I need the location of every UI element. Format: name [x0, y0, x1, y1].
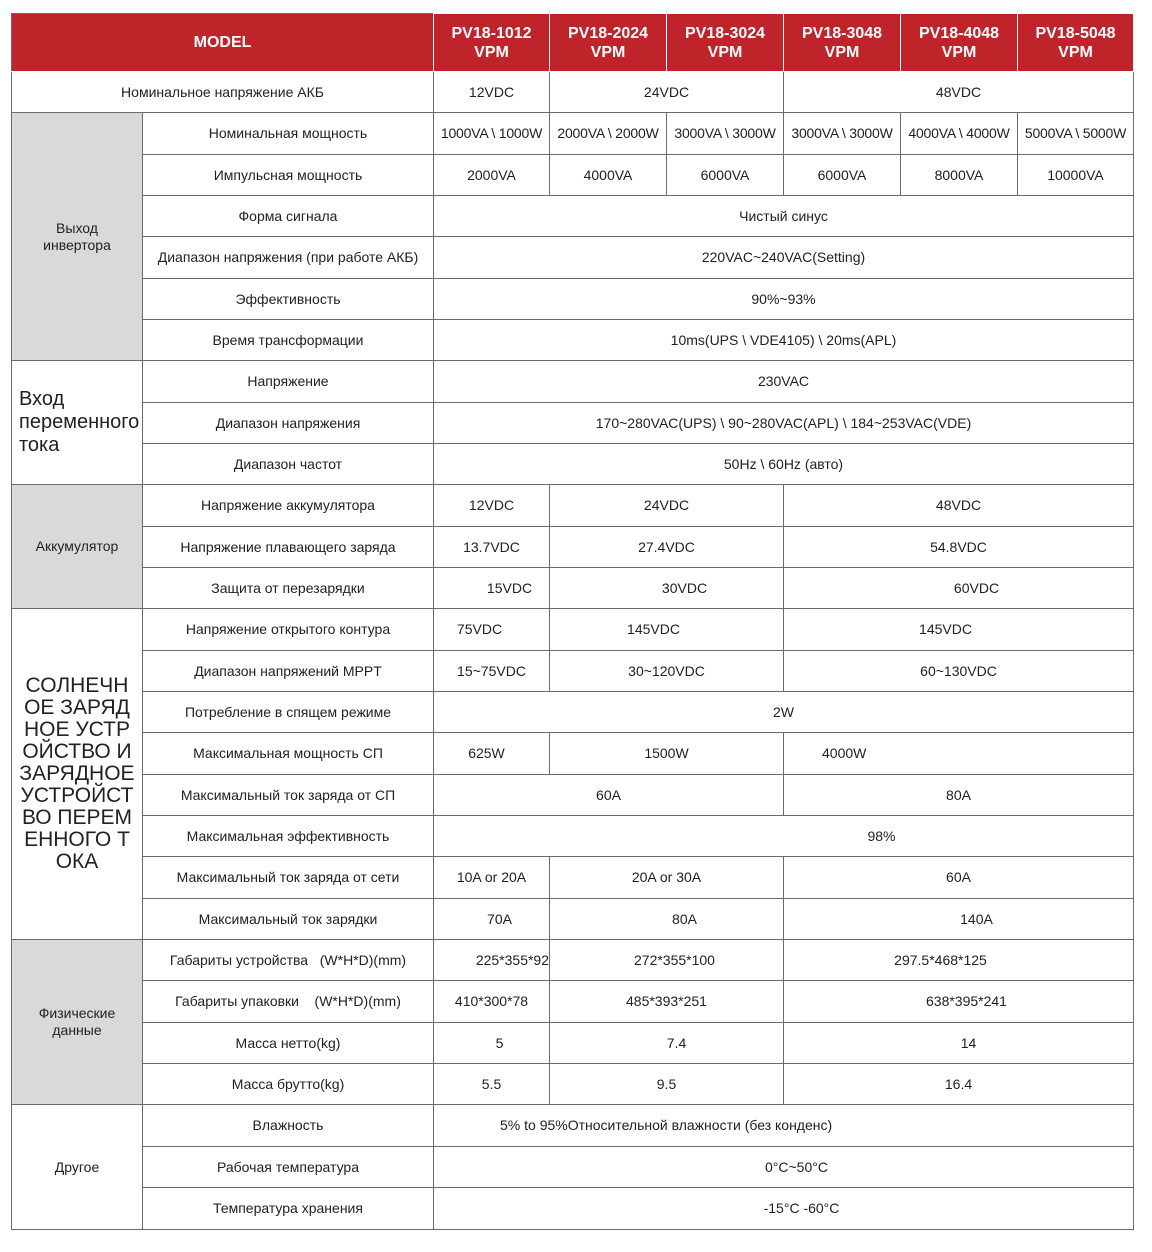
value-cell: 8000VA [901, 155, 1018, 196]
value-cell: 2000VA [434, 155, 550, 196]
value-cell: 1500W [550, 733, 784, 775]
value-cell: 0°C~50°C [434, 1147, 1134, 1188]
model-column-header: PV18-4048 VPM [901, 14, 1018, 72]
gross-weight-row [12, 1064, 1134, 1105]
output-voltage-range-row [12, 237, 1134, 279]
value-cell: 48VDC [784, 72, 1134, 113]
value-cell: 4000VA \ 4000W [901, 113, 1018, 155]
frequency-range-row [12, 444, 1134, 485]
model-column-header: PV18-3048 VPM [784, 14, 901, 72]
param-label: Максимальный ток заряда от СП [143, 775, 434, 816]
value-cell: 145VDC [550, 609, 784, 651]
value-cell: 9.5 [550, 1064, 784, 1105]
value-cell: 14 [784, 1023, 1134, 1064]
param-label: Габариты упаковки (W*H*D)(mm) [143, 981, 434, 1023]
ac-voltage-range-row [12, 403, 1134, 444]
value-cell: 98% [434, 816, 1134, 857]
value-cell: 2000VA \ 2000W [550, 113, 667, 155]
param-label: Форма сигнала [143, 196, 434, 237]
section-solar-charger: СОЛНЕЧНОЕ ЗАРЯДНОЕ УСТРОЙСТВО И ЗАРЯДНОЕ УСТРОЙСТВО ПЕРЕМЕННОГО ТОКА [12, 609, 143, 940]
section-battery: Аккумулятор [12, 485, 143, 609]
spec-table [11, 13, 1134, 1230]
value-cell: 48VDC [784, 485, 1134, 527]
net-weight-row [12, 1023, 1134, 1064]
open-circuit-voltage-row [12, 609, 1134, 651]
battery-voltage-row [12, 485, 1134, 527]
value-cell: 5.5 [434, 1064, 550, 1105]
param-label: Защита от перезарядки [143, 568, 434, 609]
mppt-range-row [12, 651, 1134, 692]
value-cell: 5000VA \ 5000W [1018, 113, 1134, 155]
param-label: Время трансформации [143, 320, 434, 361]
param-label: Потребление в спящем режиме [143, 692, 434, 733]
section-ac-input: Вход переменного тока [12, 361, 143, 485]
value-cell: Чистый синус [434, 196, 1134, 237]
nominal-battery-voltage-row [12, 72, 1134, 113]
param-label: Номинальное напряжение АКБ [12, 72, 434, 113]
model-column-header: PV18-2024 VPM [550, 14, 667, 72]
standby-consumption-row [12, 692, 1134, 733]
value-cell: 410*300*78 [434, 981, 550, 1023]
value-cell: 80A [784, 775, 1134, 816]
value-cell: 4000VA [550, 155, 667, 196]
param-label: Напряжение [143, 361, 434, 403]
value-cell: 60A [434, 775, 784, 816]
waveform-row [12, 196, 1134, 237]
surge-power-row [12, 155, 1134, 196]
param-label: Температура хранения [143, 1188, 434, 1230]
param-label: Напряжение аккумулятора [143, 485, 434, 527]
param-label: Максимальная мощность СП [143, 733, 434, 775]
value-cell: 2W [434, 692, 1134, 733]
section-other: Другое [12, 1105, 143, 1230]
param-label: Напряжение открытого контура [143, 609, 434, 651]
overcharge-protection-row [12, 568, 1134, 609]
unit-dimensions-row [12, 940, 1134, 981]
value-cell: 272*355*100 [550, 940, 784, 981]
value-cell: 75VDC [434, 609, 550, 651]
value-cell: 90%~93% [434, 279, 1134, 320]
package-dimensions-row [12, 981, 1134, 1023]
max-pv-power-row [12, 733, 1134, 775]
param-label: Напряжение плавающего заряда [143, 527, 434, 568]
param-label: Максимальный ток заряда от сети [143, 857, 434, 899]
value-cell: -15°C -60°C [434, 1188, 1134, 1230]
param-label: Масса брутто(kg) [143, 1064, 434, 1105]
value-cell: 230VAC [434, 361, 1134, 403]
value-cell: 12VDC [434, 485, 550, 527]
param-label: Масса нетто(kg) [143, 1023, 434, 1064]
param-label: Импульсная мощность [143, 155, 434, 196]
value-cell: 10A or 20A [434, 857, 550, 899]
param-label: Максимальная эффективность [143, 816, 434, 857]
value-cell: 225*355*92 [434, 940, 550, 981]
max-charge-current-row [12, 899, 1134, 940]
value-cell: 5 [434, 1023, 550, 1064]
value-cell: 625W [434, 733, 550, 775]
value-cell: 30VDC [550, 568, 784, 609]
param-label: Максимальный ток зарядки [143, 899, 434, 940]
value-cell: 20A or 30A [550, 857, 784, 899]
value-cell: 24VDC [550, 72, 784, 113]
value-cell: 24VDC [550, 485, 784, 527]
value-cell: 10000VA [1018, 155, 1134, 196]
rated-power-row [12, 113, 1134, 155]
max-efficiency-row [12, 816, 1134, 857]
value-cell: 60~130VDC [784, 651, 1134, 692]
header-row [12, 14, 1134, 72]
value-cell: 10ms(UPS \ VDE4105) \ 20ms(APL) [434, 320, 1134, 361]
value-cell: 15~75VDC [434, 651, 550, 692]
param-label: Эффективность [143, 279, 434, 320]
value-cell: 27.4VDC [550, 527, 784, 568]
param-label: Диапазон напряжений MPPT [143, 651, 434, 692]
value-cell: 15VDC [434, 568, 550, 609]
value-cell: 12VDC [434, 72, 550, 113]
value-cell: 7.4 [550, 1023, 784, 1064]
model-column-header: PV18-1012 VPM [434, 14, 550, 72]
value-cell: 1000VA \ 1000W [434, 113, 550, 155]
value-cell: 3000VA \ 3000W [667, 113, 784, 155]
param-label: Рабочая температура [143, 1147, 434, 1188]
transfer-time-row [12, 320, 1134, 361]
value-cell: 60A [784, 857, 1134, 899]
value-cell: 145VDC [784, 609, 1134, 651]
max-solar-charge-current-row [12, 775, 1134, 816]
value-cell: 4000W [784, 733, 1134, 775]
param-label: Влажность [143, 1105, 434, 1147]
param-label: Диапазон напряжения (при работе АКБ) [143, 237, 434, 279]
param-label: Номинальная мощность [143, 113, 434, 155]
value-cell: 80A [550, 899, 784, 940]
section-inverter-output: Выход инвертора [12, 113, 143, 361]
value-cell: 16.4 [784, 1064, 1134, 1105]
value-cell: 638*395*241 [784, 981, 1134, 1023]
value-cell: 220VAC~240VAC(Setting) [434, 237, 1134, 279]
model-column-header: PV18-5048 VPM [1018, 14, 1134, 72]
param-label: Диапазон напряжения [143, 403, 434, 444]
value-cell: 13.7VDC [434, 527, 550, 568]
value-cell: 70A [434, 899, 550, 940]
storage-temp-row [12, 1188, 1134, 1230]
value-cell: 60VDC [784, 568, 1134, 609]
ac-voltage-row [12, 361, 1134, 403]
value-cell: 140A [784, 899, 1134, 940]
value-cell: 485*393*251 [550, 981, 784, 1023]
value-cell: 6000VA [784, 155, 901, 196]
float-voltage-row [12, 527, 1134, 568]
value-cell: 50Hz \ 60Hz (авто) [434, 444, 1134, 485]
value-cell: 6000VA [667, 155, 784, 196]
value-cell: 170~280VAC(UPS) \ 90~280VAC(APL) \ 184~253VAC(VDE) [434, 403, 1134, 444]
model-column-header: PV18-3024 VPM [667, 14, 784, 72]
value-cell: 3000VA \ 3000W [784, 113, 901, 155]
section-physical: Физические данные [12, 940, 143, 1105]
humidity-row [12, 1105, 1134, 1147]
efficiency-row [12, 279, 1134, 320]
model-header: MODEL [12, 14, 434, 72]
value-cell: 54.8VDC [784, 527, 1134, 568]
operating-temp-row [12, 1147, 1134, 1188]
param-label: Диапазон частот [143, 444, 434, 485]
value-cell: 297.5*468*125 [784, 940, 1134, 981]
max-ac-charge-current-row [12, 857, 1134, 899]
value-cell: 5% to 95%Относительной влажности (без конденс) [434, 1105, 1134, 1147]
value-cell: 30~120VDC [550, 651, 784, 692]
param-label: Габариты устройства (W*H*D)(mm) [143, 940, 434, 981]
